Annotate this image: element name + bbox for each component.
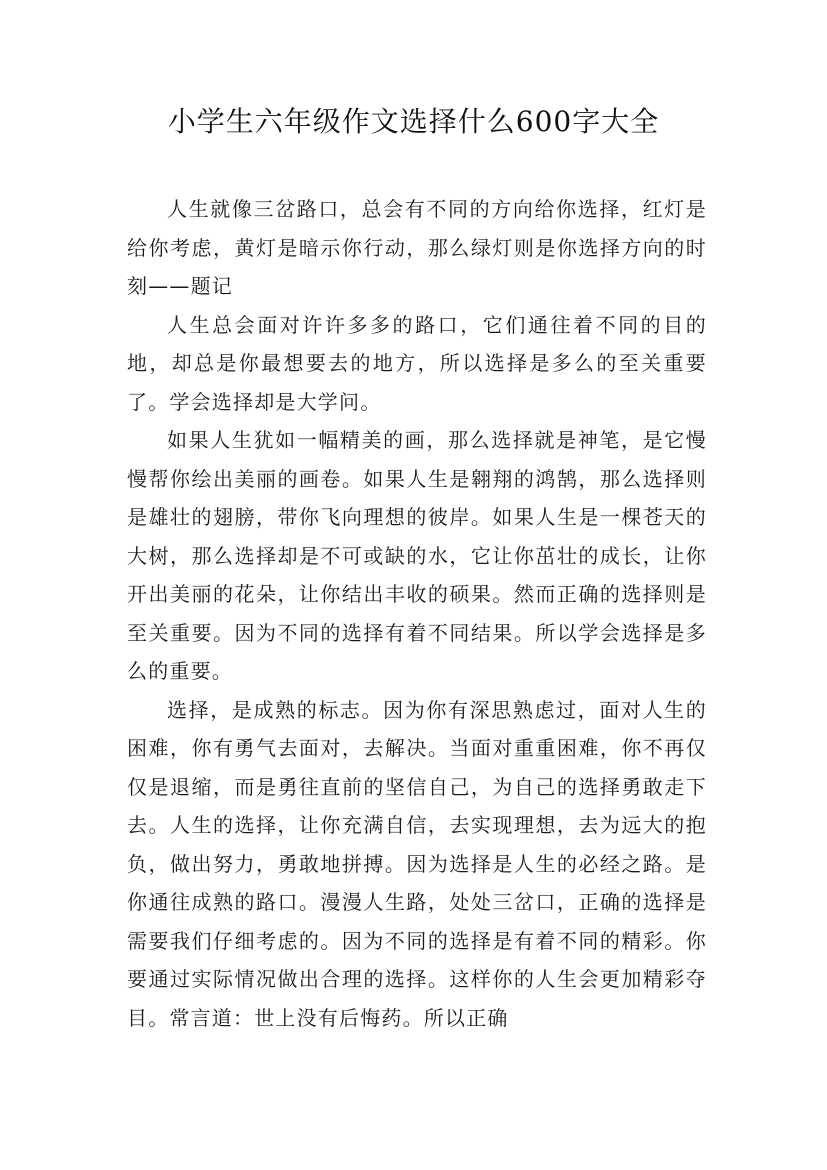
article-body (127, 190, 707, 1037)
paragraph-metaphors: 如果人生犹如一幅精美的画，那么选择就是神笔，是它慢慢帮你绘出美丽的画卷。如果人生是翱翔的鸿鹄，那么选择则是雄壮的翅膀，带你飞向理想的彼岸。如果人生是一棵苍天的大树，那么选择却是不可或缺的水，它让你茁壮的成长，让你开出美丽的花朵，让你结出丰收的硕果。然而正确的选择则是至关重要。因为不同的选择有着不同结果。所以学会选择是多么的重要。 (127, 428, 707, 683)
paragraph-preface: 人生就像三岔路口，总会有不同的方向给你选择，红灯是给你考虑，黄灯是暗示你行动，那么绿灯则是你选择方向的时刻——题记 (127, 197, 707, 298)
paragraph-intro: 人生总会面对许许多多的路口，它们通往着不同的目的地，却总是你最想要去的地方，所以选择是多么的至关重要了。学会选择却是大学问。 (127, 312, 707, 414)
paragraph-maturity: 选择，是成熟的标志。因为你有深思熟虑过，面对人生的困难，你有勇气去面对，去解决。当面对重重困难，你不再仅仅是退缩，而是勇往直前的坚信自己，为自己的选择勇敢走下去。人生的选择，让你充满自信，去实现理想，去为远大的抱负，做出努力，勇敢地拼搏。因为选择是人生的必经之路。是你通往成熟的路口。漫漫人生路，处处三岔口，正确的选择是需要我们仔细考虑的。因为不同的选择是有着不同的精彩。你要通过实际情况做出合理的选择。这样你的人生会更加精彩夺目。常言道：世上没有后悔药。所以正确 (127, 697, 707, 1030)
page-title: 小学生六年级作文选择什么600字大全 (167, 105, 660, 138)
